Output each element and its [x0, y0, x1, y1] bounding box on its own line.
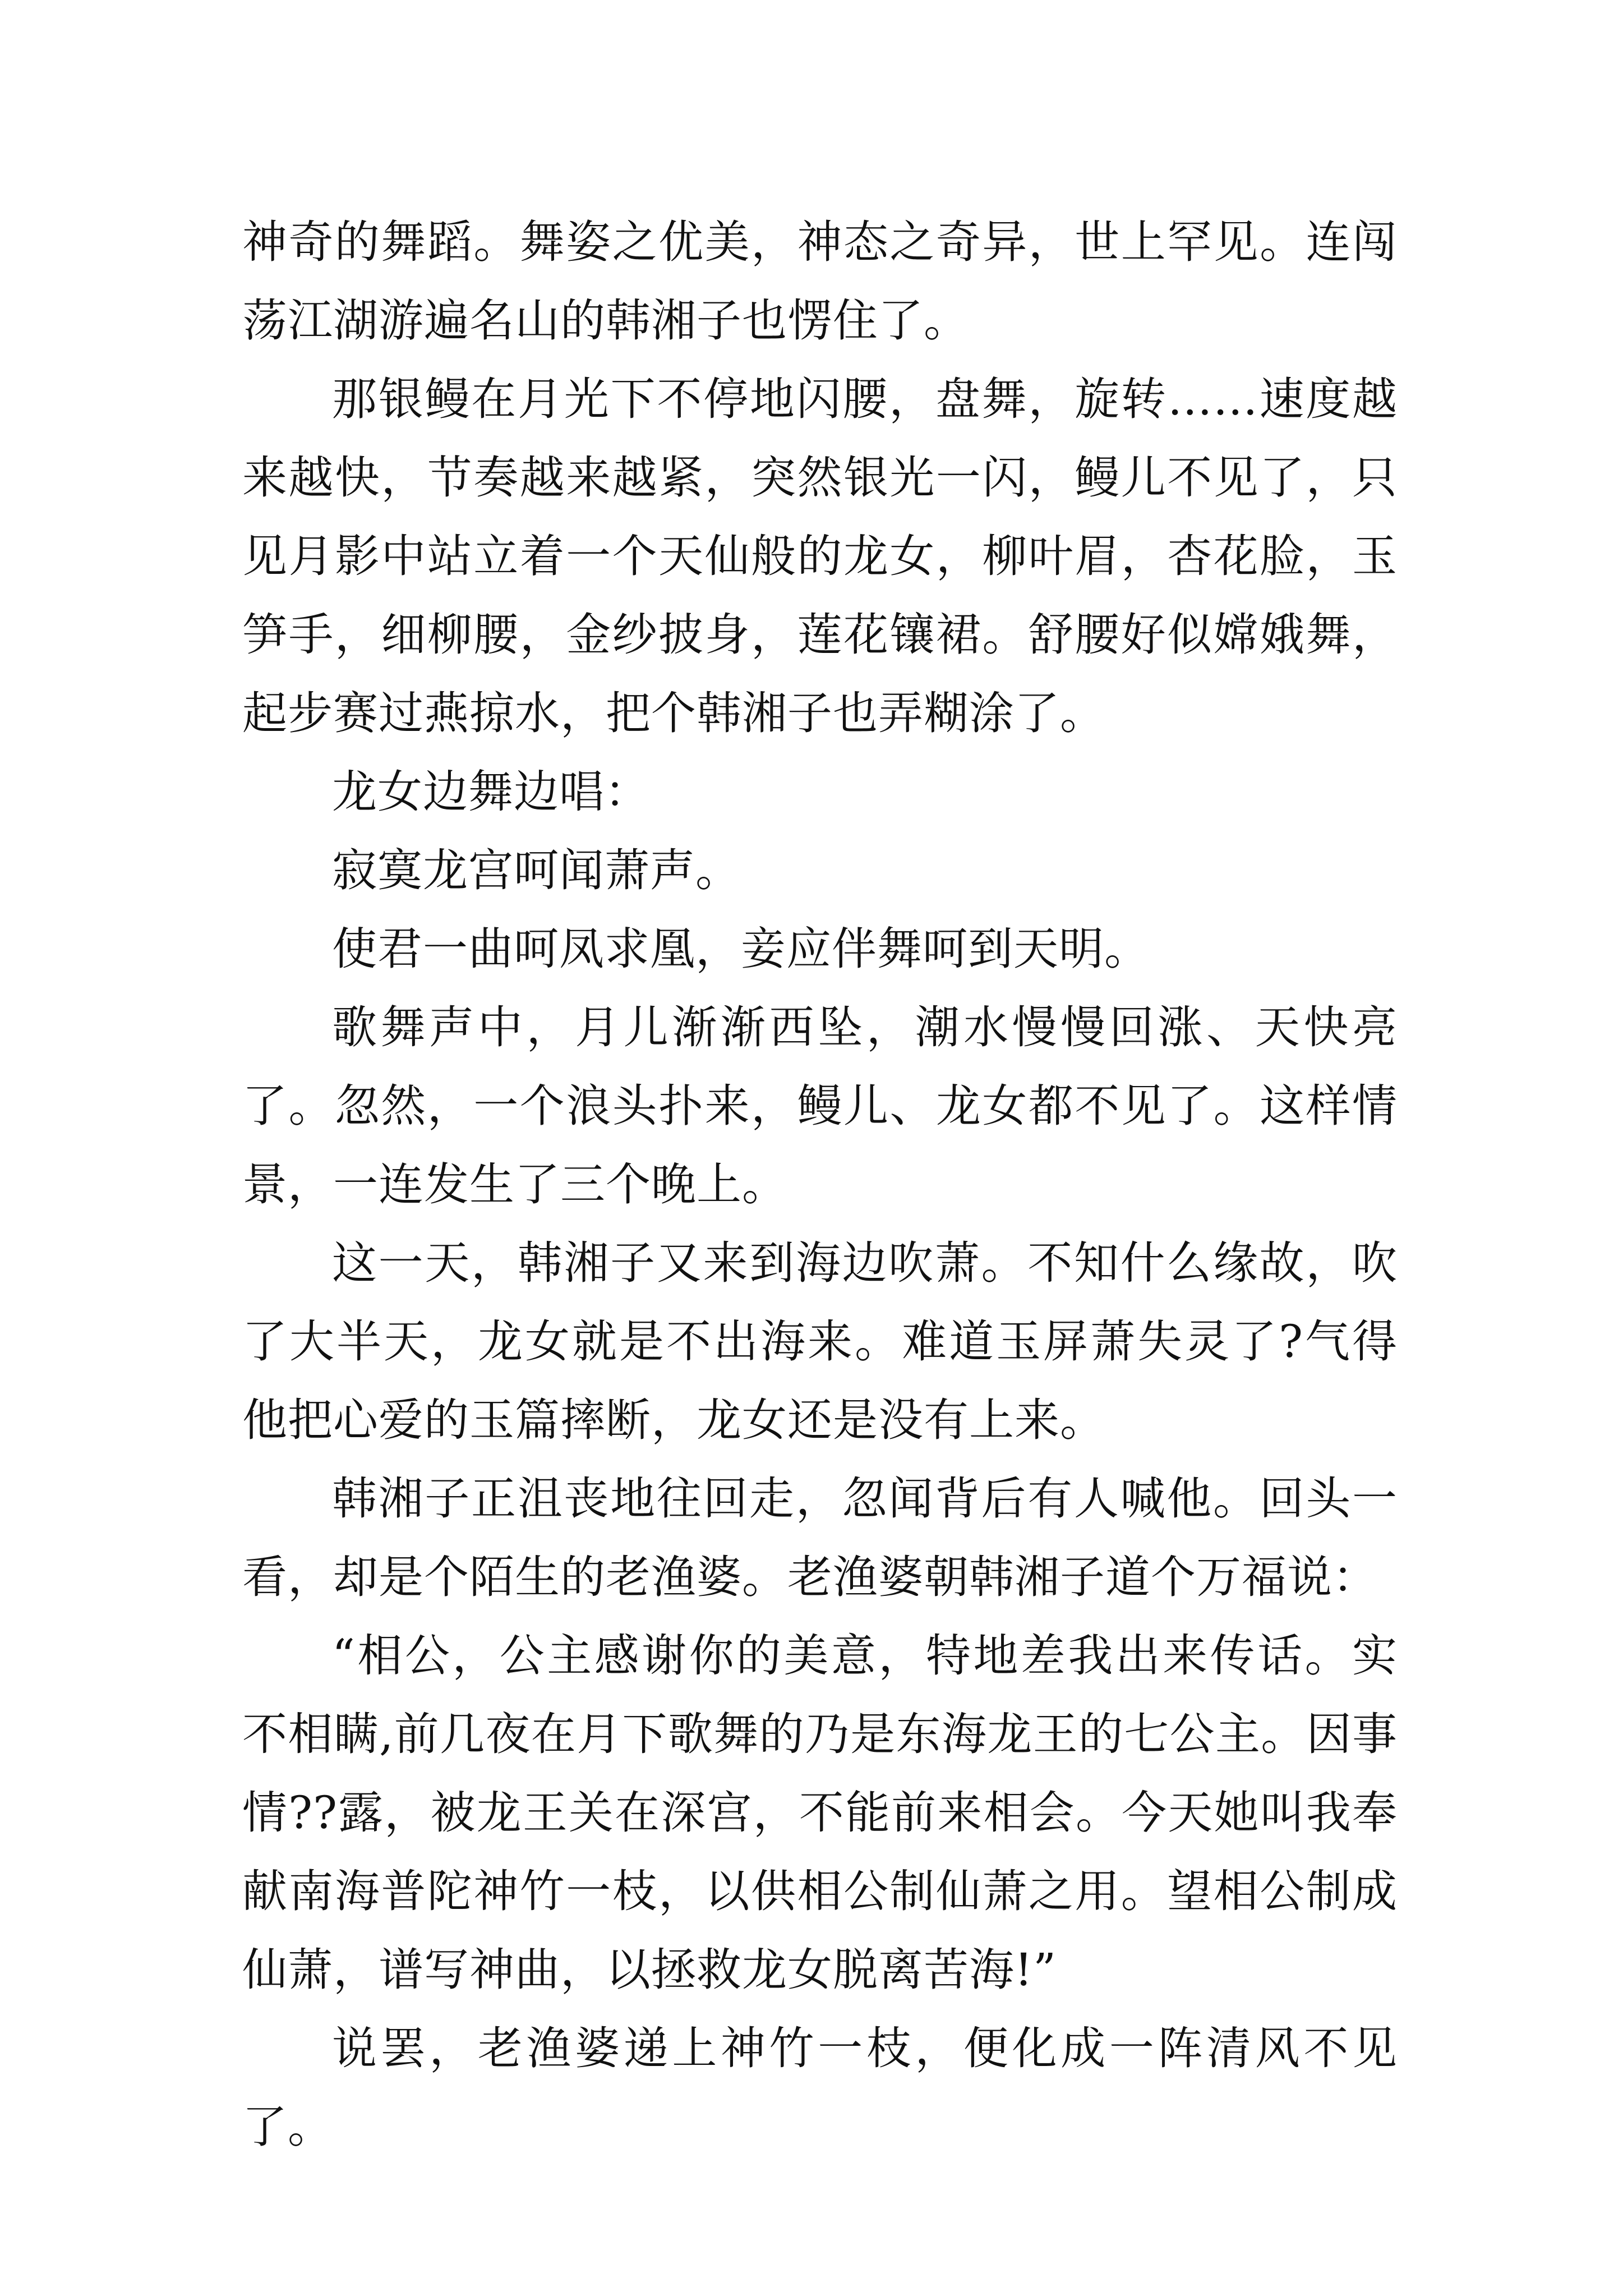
paragraph: 说罢，老渔婆递上神竹一枝，便化成一阵清风不见了。	[242, 2022, 1398, 2153]
paragraph: 寂寞龙宫呵闻萧声。	[332, 844, 741, 896]
paragraph: 使君一曲呵凤求凰，妾应伴舞呵到天明。	[332, 923, 1150, 975]
paragraph: 龙女边舞边唱：	[332, 766, 650, 818]
paragraph: 那银鳗在月光下不停地闪腰，盘舞，旋转……速度越来越快，节奏越来越紧，突然银光一闪，鳗儿不见了，只见月影中站立着一个天仙般的龙女，柳叶眉，杏花脸，玉笋手，细柳腰，金纱披身，莲花镶裙。舒腰好似嫦娥舞，起步赛过燕掠水，把个韩湘子也弄糊涂了。	[242, 373, 1398, 739]
paragraph: “相公，公主感谢你的美意，特地差我出来传话。实不相瞒,前几夜在月下歌舞的乃是东海龙王的七公主。因事情??露，被龙王关在深宫，不能前来相会。今天她叫我奉献南海普陀神竹一枝，以供相公制仙萧之用。望相公制成仙萧，谱写神曲，以拯救龙女脱离苦海!”	[242, 1630, 1398, 1996]
paragraph: 神奇的舞蹈。舞姿之优美，神态之奇异，世上罕见。连闯荡江湖游遍名山的韩湘子也愣住了。	[242, 216, 1398, 347]
paragraph: 韩湘子正沮丧地往回走，忽闻背后有人喊他。回头一看，却是个陌生的老渔婆。老渔婆朝韩湘子道个万福说：	[242, 1473, 1398, 1603]
paragraph: 这一天，韩湘子又来到海边吹萧。不知什么缘故，吹了大半天，龙女就是不出海来。难道玉屏萧失灵了?气得他把心爱的玉篇摔断，龙女还是没有上来。	[242, 1237, 1398, 1446]
paragraph: 歌舞声中，月儿渐渐西坠，潮水慢慢回涨、天快亮了。忽然，一个浪头扑来，鳗儿、龙女都不见了。这样情景，一连发生了三个晚上。	[242, 1001, 1398, 1211]
document-body	[242, 203, 1398, 2166]
